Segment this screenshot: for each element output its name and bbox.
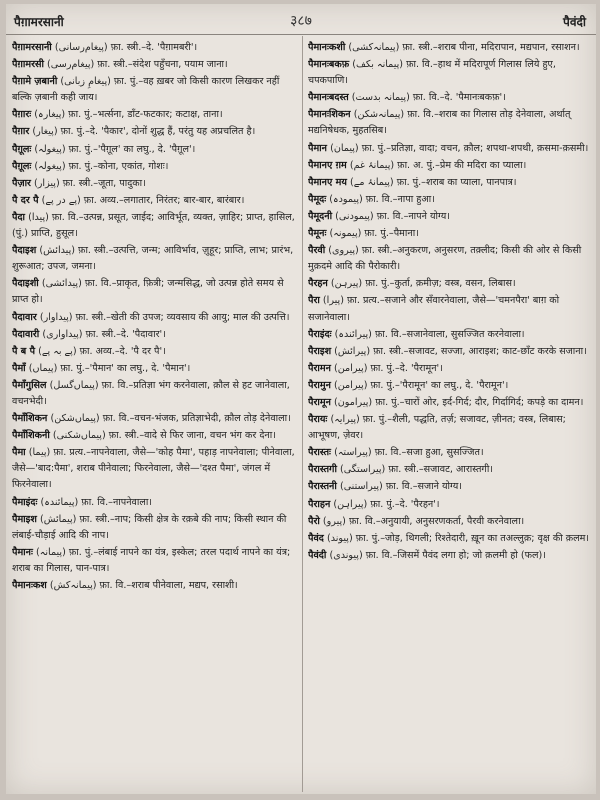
entry-headword: पैमूनः: [308, 228, 327, 240]
dictionary-entry: [308, 107, 591, 139]
entry-headword: पैग़ामे ज़बानी: [12, 76, 58, 88]
right-column: [308, 40, 591, 788]
entry-definition: (پیرا) फ़ा. प्रत्य.–सजाने और सँवारनेवाला, जैसे—'चमनपैरा' बाग़ को सजानेवाला।: [308, 295, 560, 323]
entry-headword: पैमाँ: [12, 362, 26, 374]
entry-definition: (پیدائشی) फ़ा. वि.–प्राकृत, फ़ित्री; जन्मसिद्ध, जो उत्पन्न होते समय से प्राप्त हो।: [12, 278, 284, 306]
column-divider: [302, 36, 303, 792]
entry-definition: (پیراستنی) फ़ा. वि.–सजाने योग्य।: [339, 481, 462, 493]
dictionary-entry: [12, 545, 299, 577]
entry-definition: (پیداواری) फ़ा. स्त्री.–दे. 'पैदावार'।: [42, 328, 166, 340]
dictionary-entry: [308, 361, 591, 377]
dictionary-entry: [12, 40, 299, 56]
dictionary-entry: [12, 327, 299, 343]
entry-definition: (پیمائندہ) फ़ा. वि.–नापनेवाला।: [40, 496, 152, 508]
dictionary-entry: [308, 209, 591, 225]
dictionary-entry: [308, 445, 591, 461]
entry-headword: पैग़ारः: [12, 109, 32, 121]
entry-definition: (پیزار) फ़ा. स्त्री.–जूता, पादुका।: [34, 177, 146, 189]
dictionary-entry: [308, 293, 591, 325]
entry-headword: पैरामून: [308, 396, 331, 408]
entry-headword: पैमानः: [12, 546, 33, 558]
entry-definition: (پیمانہ‌شکن) फ़ा. वि.–शराब का गिलास तोड़ देनेवाला, अर्थात् मद्यनिषेधक, मुहतसिब।: [308, 109, 571, 137]
entry-headword: पैरा: [308, 295, 320, 307]
page-header: [6, 4, 596, 35]
entry-headword: पैमानःकश: [12, 580, 47, 591]
dictionary-entry: [12, 310, 299, 326]
entry-headword: पैमाँगुसिल: [12, 379, 47, 391]
entry-headword: पैग़ूलः: [12, 160, 32, 172]
entry-headword: पैमानए मय: [308, 176, 347, 188]
entry-headword: पैरास्तनी: [308, 481, 337, 493]
dictionary-entry: [308, 226, 591, 242]
entry-definition: (پیماں) फ़ा. पुं.–'पैमान' का लघु., दे. 'पैमान'।: [28, 362, 191, 374]
entry-definition: (پیمانہ بکف) फ़ा. वि.–हाथ में मदिरापूर्ण गिलास लिये हुए, चपकपाणि।: [308, 59, 556, 87]
entry-headword: पै दर पै: [12, 194, 39, 206]
entry-headword: पैदाइशी: [12, 278, 39, 290]
entry-headword: पैज़ार: [12, 177, 31, 189]
entry-definition: (پیرائش) फ़ा. स्त्री.–सजावट, सज्जा, आराइश; काट-छाँट करके सजाना।: [334, 345, 587, 357]
entry-definition: (پیرائندہ) फ़ा. वि.–सजानेवाला, सुसज्जित करनेवाला।: [334, 328, 525, 340]
entry-definition: (پے بہ پے) फ़ा. अव्य.–दे. 'पै दर पै'।: [38, 345, 166, 357]
dictionary-entry: [308, 497, 591, 513]
entry-definition: (پیغار) फ़ा. पुं.–दे. 'पैकार', दोनों शुद्ध हैं, परंतु यह अप्रचलित है।: [32, 126, 256, 138]
entry-definition: (پیمانہ‌کشی) फ़ा. स्त्री.–शराब पीना, मदिरापान, मद्यपान, रसाशन।: [348, 42, 580, 53]
entry-definition: (پیمان) फ़ा. पुं.–प्रतिज्ञा, वादा; वचन, क़ौल; शपथा-शपथी, क़समा-क़समी।: [330, 142, 589, 154]
dictionary-entry: [308, 344, 591, 360]
dictionary-entry: [12, 495, 299, 511]
dictionary-entry: [308, 548, 591, 564]
entry-headword: पैमानःशिकन: [308, 109, 351, 121]
dictionary-entry: [12, 578, 299, 594]
entry-definition: (پیمانہ) फ़ा. पुं.–लंबाई नापने का यंत्र, इस्केल; तरल पदार्थ नापने का यंत्र; शराब का गिलास, पान-पात्र।: [12, 546, 291, 574]
entry-headword: पैरायः: [308, 414, 328, 426]
entry-headword: पैराइंदः: [308, 328, 332, 340]
dictionary-entry: [308, 192, 591, 208]
entry-headword: पै ब पै: [12, 345, 36, 357]
dictionary-entry: [12, 142, 299, 158]
entry-headword: पैदा: [12, 211, 26, 223]
entry-definition: (پیغام‌رسی) फ़ा. स्त्री.–संदेश पहुँचना, पयाम जाना।: [47, 59, 228, 71]
entry-definition: (پیمونہ) फ़ा. पुं.–पैमाना।: [329, 228, 419, 240]
entry-definition: (پیغارہ) फ़ा. पुं.–भर्त्सना, डाँट-फटकार; कटाक्ष, ताना।: [34, 109, 223, 121]
entry-definition: (پیراہن) फ़ा. पुं.–दे. 'पैरहन'।: [333, 498, 440, 510]
left-column: [12, 40, 299, 788]
entry-definition: (پیمائش) फ़ा. स्त्री.–नाप; किसी क्षेत्र के रक़बे की नाप; किसी स्थान की लंबाई-चौड़ाई आदि की नाप।: [12, 513, 287, 541]
entry-definition: (پیمانۂ مے) फ़ा. पुं.–शराब का प्याला, पानपात्र।: [350, 176, 517, 188]
dictionary-entry: [12, 159, 299, 175]
dictionary-entry: [308, 395, 591, 411]
entry-headword: पैवंद: [308, 532, 324, 544]
entry-definition: (پیمودنی) फ़ा. वि.–नापने योग्य।: [335, 210, 450, 222]
entry-headword: पैमान: [308, 142, 327, 154]
entry-definition: (پیدائش) फ़ा. स्त्री.–उत्पत्ति, जन्म; आविर्भाव, ज़ुहूर; प्राप्ति, लाभ; प्रारंभ, शुरूआत; उपज, जमना।: [12, 245, 294, 273]
entry-headword: पैमूदः: [308, 193, 327, 205]
entry-definition: (پیراستگی) फ़ा. स्त्री.–सजावट, आरास्तगी।: [340, 464, 493, 476]
entry-headword: पैमाँशिकनी: [12, 430, 50, 442]
entry-headword: पैग़ूलः: [12, 143, 32, 155]
dictionary-entry: [12, 57, 299, 73]
dictionary-entry: [308, 57, 591, 89]
entry-definition: (پیرہن) फ़ा. पुं.–कुर्ता, क़मीज़; वस्त्र, वसन, लिबास।: [330, 278, 516, 290]
header-last-word: पैवंदी: [563, 15, 586, 29]
dictionary-page: [6, 4, 596, 794]
dictionary-entry: [308, 462, 591, 478]
entry-headword: पैमानःबदस्त: [308, 92, 349, 104]
entry-definition: (پیماں‌گسل) फ़ा. वि.–प्रतिज्ञा भंग करनेवाला, क़ौल से हट जानेवाला, वचनभेदी।: [12, 379, 290, 407]
entry-definition: (پیمانۂ غم) फ़ा. अ. पुं.–प्रेम की मदिरा का प्याला।: [349, 159, 527, 171]
dictionary-entry: [308, 378, 591, 394]
dictionary-entry: [12, 445, 299, 493]
entry-definition: (پیداوار) फ़ा. स्त्री.–खेती की उपज; व्यवसाय की आयु; माल की उत्पत्ति।: [39, 311, 290, 323]
entry-headword: पैरो: [308, 515, 320, 527]
dictionary-entry: [12, 378, 299, 410]
entry-headword: पैमाइंदः: [12, 496, 38, 508]
dictionary-entry: [12, 124, 299, 140]
entry-definition: (پیدا) फ़ा. वि.–उत्पन्न, प्रसूत, जाईद; आविर्भूत, व्यक्त, ज़ाहिर; प्राप्त, हासिल, (पुं.) प्राप्ति, हुसूल।: [12, 211, 295, 240]
dictionary-entry: [308, 175, 591, 191]
entry-definition: (پیوندی) फ़ा. वि.–जिसमें पैवंद लगा हो; जो क़लमी हो (फल)।: [329, 549, 546, 561]
dictionary-entry: [308, 327, 591, 343]
entry-headword: पैदावार: [12, 311, 37, 323]
entry-headword: पैमा: [12, 447, 26, 459]
header-first-word: पैग़ामरसानी: [14, 15, 64, 29]
entry-headword: पैरहन: [308, 278, 328, 290]
entry-headword: पैराइश: [308, 345, 332, 357]
entry-definition: (پیما) फ़ा. प्रत्य.–नापनेवाला, जैसे—'कोह पैमा', पहाड़ नापनेवाला; पीनेवाला, जैसे—'बाद:पैमा', शराब पीनेवाला; फिरनेवाला, जैसे—'दश्त पैमा', जंगल में फिरनेवाला।: [12, 447, 295, 491]
entry-headword: पैरास्तः: [308, 447, 331, 459]
dictionary-entry: [308, 514, 591, 530]
entry-definition: (پے در پے) फ़ा. अव्य.–लगातार, निरंतर; बार-बार, बारंबार।: [41, 194, 245, 206]
entry-definition: (پیمانہ‌کش) फ़ा. वि.–शराब पीनेवाला, मद्यप, रसाशी।: [49, 580, 238, 591]
dictionary-entry: [12, 428, 299, 444]
entry-headword: पैग़ामरसी: [12, 59, 44, 71]
dictionary-entry: [12, 344, 299, 360]
dictionary-entry: [12, 210, 299, 242]
dictionary-entry: [12, 361, 299, 377]
entry-headword: पैदाइश: [12, 245, 37, 257]
entry-headword: पैमूदनी: [308, 210, 333, 222]
entry-headword: पैवंदी: [308, 549, 327, 561]
page-number: ३८७: [290, 13, 312, 29]
dictionary-entry: [308, 479, 591, 495]
dictionary-entry: [308, 90, 591, 106]
entry-headword: पैमानए ग़म: [308, 159, 347, 171]
entry-headword: पैमानःबकफ़: [308, 59, 350, 71]
dictionary-entry: [12, 411, 299, 427]
dictionary-entry: [12, 74, 299, 106]
dictionary-entry: [308, 158, 591, 174]
entry-definition: (پیغولہ) फ़ा. पुं.–कोना, एकांत, गोशः।: [34, 160, 169, 172]
entry-definition: (پیمانہ بدست) फ़ा. वि.–दे. 'पैमानःबकफ़'।: [351, 92, 506, 104]
entry-definition: (پیماں‌شکنی) फ़ा. स्त्री.–वादे से फिर जाना, वचन भंग कर देना।: [52, 430, 276, 442]
entry-definition: (پیروی) फ़ा. स्त्री.–अनुकरण, अनुसरण, तक़्लीद; किसी की ओर से किसी मुक़दमे आदि की पैरोकारी।: [308, 245, 582, 273]
entry-definition: (پیرایہ) फ़ा. पुं.–शैली, पद्धति, तर्ज़; सजावट, ज़ीनत; वस्त्र, लिबास; आभूषण, ज़ेवर।: [308, 414, 566, 442]
dictionary-entry: [12, 276, 299, 308]
dictionary-entry: [12, 193, 299, 209]
entry-headword: पैरास्तगी: [308, 464, 337, 476]
entry-definition: (پیرامن) फ़ा. पुं.–दे. 'पैरामून'।: [333, 362, 443, 374]
dictionary-entry: [308, 243, 591, 275]
dictionary-entry: [12, 176, 299, 192]
dictionary-entry: [308, 531, 591, 547]
dictionary-entry: [12, 512, 299, 544]
dictionary-entry: [308, 141, 591, 157]
dictionary-entry: [12, 243, 299, 275]
entry-headword: पैग़ार: [12, 126, 30, 138]
entry-definition: (پیغولہ) फ़ा. पुं.–'पैग़ूल' का लघु., दे. 'पैग़ूल'।: [34, 143, 196, 155]
entry-headword: पैग़ामरसानी: [12, 42, 52, 53]
dictionary-entry: [308, 276, 591, 292]
dictionary-entry: [308, 40, 591, 56]
entry-definition: (پیوند) फ़ा. पुं.–जोड़, थिगली; रिश्तेदारी, ख़ून का तअल्लुक़; वृक्ष की क़लम।: [326, 532, 589, 544]
entry-headword: पैमाँशिकन: [12, 413, 48, 425]
entry-definition: (پیرامون) फ़ा. पुं.–चारों ओर, इर्द-गिर्द; दौर, गिर्दागिर्द; कपड़े का दामन।: [333, 396, 584, 408]
entry-headword: पैमानःकशी: [308, 42, 346, 53]
entry-definition: (پیغام‌رسانی) फ़ा. स्त्री.–दे. 'पैग़ामबरी'।: [54, 42, 198, 53]
entry-headword: पैरवी: [308, 245, 326, 257]
entry-definition: (پیرو) फ़ा. वि.–अनुयायी, अनुसरणकर्ता, पैरवी करनेवाला।: [322, 515, 525, 527]
entry-definition: (پیغامِ زبانی) फ़ा. पुं.–वह ख़बर जो किसी कारण लिखकर नहीं बल्कि ज़बानी कही जाय।: [12, 76, 280, 104]
entry-headword: पैराहन: [308, 498, 331, 510]
entry-headword: पैदावारी: [12, 328, 40, 340]
dictionary-entry: [308, 412, 591, 444]
entry-headword: पैरामन: [308, 362, 331, 374]
dictionary-entry: [12, 107, 299, 123]
entry-headword: पैमाइश: [12, 513, 37, 525]
entry-definition: (پیماں‌شکن) फ़ा. वि.–वचन-भंजक, प्रतिज्ञाभेदी, क़ौल तोड़ देनेवाला।: [50, 413, 291, 425]
entry-headword: पैरामुन: [308, 379, 331, 391]
entry-definition: (پیراستہ) फ़ा. वि.–सजा हुआ, सुसज्जित।: [334, 447, 484, 459]
entry-definition: (پیمودہ) फ़ा. वि.–नापा हुआ।: [329, 193, 435, 205]
entry-definition: (پیرامن) फ़ा. पुं.–'पैरामून' का लघु., दे. 'पैरामून'।: [333, 379, 509, 391]
